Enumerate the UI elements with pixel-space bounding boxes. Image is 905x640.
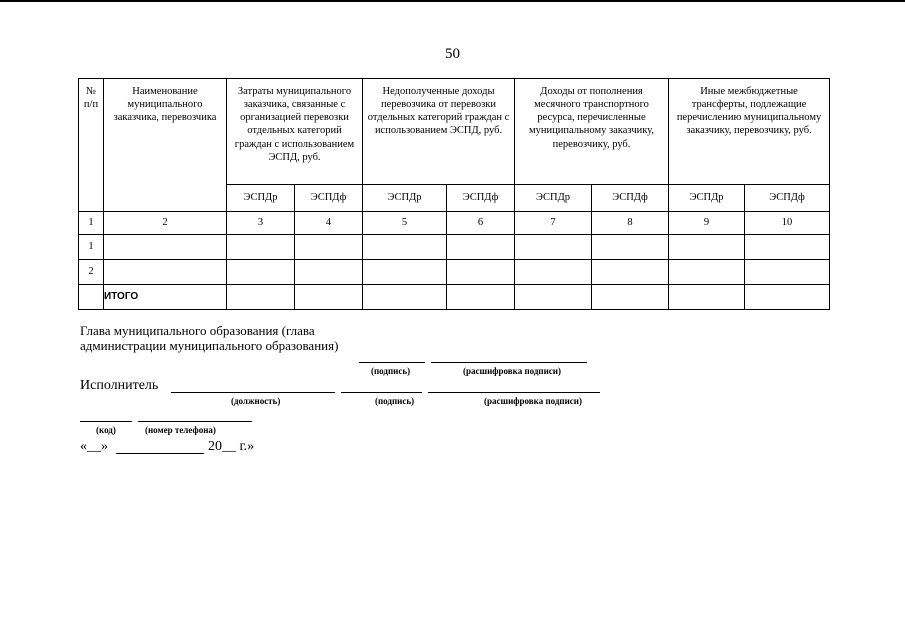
column-number-row [79, 212, 830, 235]
table-cell [295, 285, 363, 310]
table-cell [745, 285, 830, 310]
table-cell [669, 260, 745, 285]
table-cell [447, 235, 515, 260]
column-number: 2 [104, 212, 227, 235]
row-number: 2 [79, 260, 104, 285]
table-cell [515, 260, 592, 285]
column-number: 4 [295, 212, 363, 235]
head-sign-caption: (подпись) [371, 366, 411, 376]
header-col3: Затраты муниципального заказчика, связанные с организацией перевозки отдельных категорий граждан с использованием ЭСПД, руб. [227, 79, 363, 185]
code-line [80, 421, 132, 422]
table-cell [104, 235, 227, 260]
table-row [79, 260, 830, 285]
column-number: 1 [79, 212, 104, 235]
table-cell [363, 285, 447, 310]
subheader-cell: ЭСПДф [295, 185, 363, 212]
date-month-line [116, 453, 204, 454]
table-cell [515, 285, 592, 310]
subheader-cell: ЭСПДр [669, 185, 745, 212]
subheader-cell: ЭСПДр [227, 185, 295, 212]
column-number: 7 [515, 212, 592, 235]
position-caption: (должность) [231, 396, 281, 406]
code-caption: (код) [96, 425, 116, 435]
table-cell [447, 285, 515, 310]
subheader-cell: ЭСПДф [447, 185, 515, 212]
table-cell [363, 235, 447, 260]
table-cell [669, 285, 745, 310]
phone-line [138, 421, 252, 422]
head-decode-caption: (расшифровка подписи) [463, 366, 561, 376]
header-col4: Недополученные доходы перевозчика от перевозки отдельных категорий граждан с использованием ЭСПД, руб. [363, 79, 515, 185]
table-cell [104, 260, 227, 285]
table-cell [295, 260, 363, 285]
exec-sign-caption: (подпись) [375, 396, 415, 406]
position-line [171, 392, 335, 393]
row-number: 1 [79, 235, 104, 260]
table-cell [79, 285, 104, 310]
table-cell [515, 235, 592, 260]
report-table [78, 78, 830, 310]
column-number: 10 [745, 212, 830, 235]
header-col5: Доходы от пополнения месячного транспортного ресурса, перечисленные муниципальному заказчику, перевозчику, руб. [515, 79, 669, 185]
header-name: Наименование муниципального заказчика, перевозчика [104, 79, 227, 212]
table-cell [745, 260, 830, 285]
table-cell [295, 235, 363, 260]
header-col6: Иные межбюджетные трансферты, подлежащие перечислению муниципальному заказчику, перевозчику, руб. [669, 79, 830, 185]
table-cell [227, 260, 295, 285]
exec-decode-line [428, 392, 600, 393]
exec-decode-caption: (расшифровка подписи) [484, 396, 582, 406]
head-title: Глава муниципального образования (глава администрации муниципального образования) [80, 323, 339, 353]
table-row [79, 235, 830, 260]
column-number: 6 [447, 212, 515, 235]
subheader-cell: ЭСПДр [363, 185, 447, 212]
total-label: ИТОГО [104, 285, 227, 310]
total-row [79, 285, 830, 310]
subheader-cell: ЭСПДр [515, 185, 592, 212]
column-number: 3 [227, 212, 295, 235]
head-decode-line [431, 362, 587, 363]
header-num: № п/п [79, 79, 104, 212]
table-cell [745, 235, 830, 260]
page-top-border [0, 0, 905, 2]
table-cell [592, 235, 669, 260]
date-open: «__» [80, 439, 108, 454]
column-number: 9 [669, 212, 745, 235]
table-cell [227, 235, 295, 260]
table-cell [592, 260, 669, 285]
table-cell [592, 285, 669, 310]
subheader-cell: ЭСПДф [592, 185, 669, 212]
table-cell [669, 235, 745, 260]
column-number: 8 [592, 212, 669, 235]
header-row [79, 79, 830, 185]
phone-caption: (номер телефона) [145, 425, 216, 435]
page-number: 50 [445, 46, 460, 62]
exec-sign-line [341, 392, 422, 393]
table-cell [447, 260, 515, 285]
head-sign-line [359, 362, 425, 363]
subheader-cell: ЭСПДф [745, 185, 830, 212]
column-number: 5 [363, 212, 447, 235]
table-cell [227, 285, 295, 310]
date-year: 20__ г.» [208, 439, 255, 454]
executor-label: Исполнитель [80, 378, 159, 393]
table-cell [363, 260, 447, 285]
